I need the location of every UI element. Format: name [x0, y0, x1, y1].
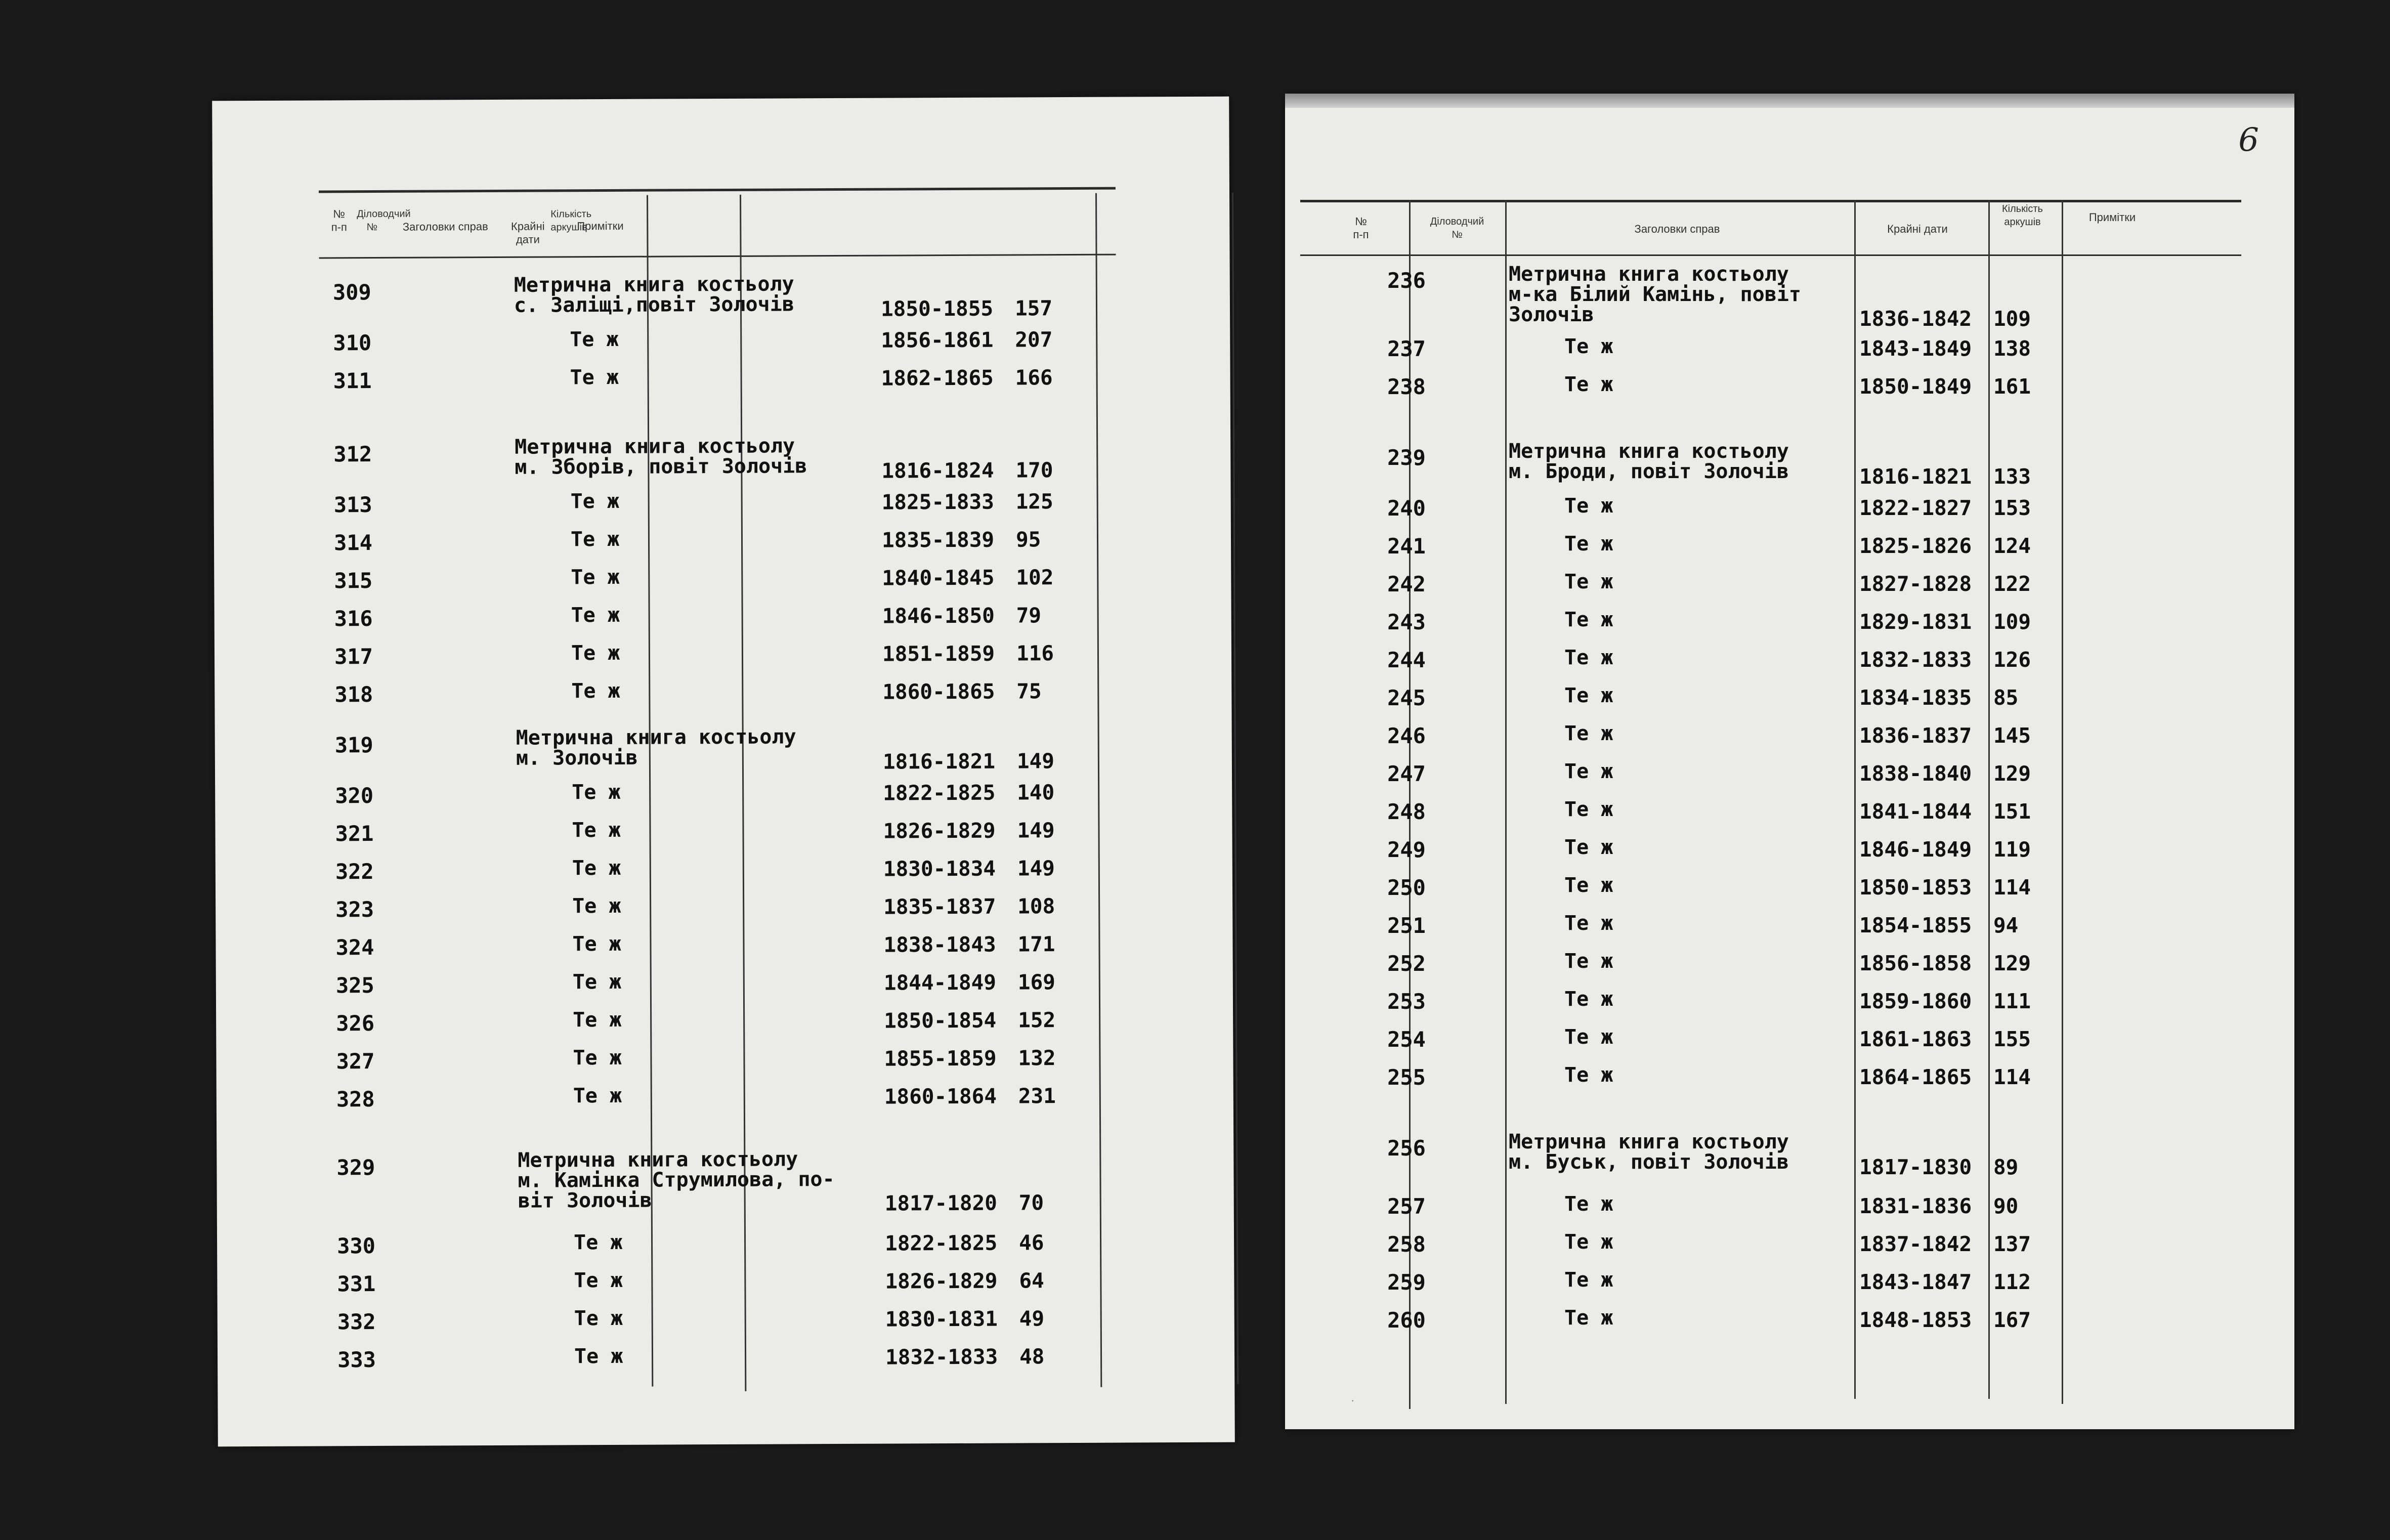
row-title: Те ж — [1564, 1025, 1613, 1049]
row-dates: 1837-1842 — [1859, 1232, 1972, 1256]
row-sheet-count: 155 — [1993, 1027, 2031, 1051]
row-dates: 1838-1840 — [1859, 761, 1972, 786]
row-number: 240 — [1387, 496, 1426, 521]
row-dates: 1846-1849 — [1859, 837, 1972, 862]
table-row — [214, 365, 1230, 400]
table-row — [213, 327, 1230, 362]
row-number: 253 — [1387, 989, 1426, 1014]
row-dates: 1822-1827 — [1859, 496, 1972, 520]
row-title: Те ж — [571, 641, 620, 665]
row-number: 241 — [1387, 534, 1426, 559]
row-sheet-count: 90 — [1993, 1194, 2019, 1218]
row-title: Те ж — [574, 1344, 623, 1368]
row-title: Те ж — [574, 1268, 623, 1293]
table-row — [215, 780, 1232, 815]
row-dates: 1825-1826 — [1859, 534, 1972, 558]
header-bottom-rule — [1300, 254, 2241, 256]
row-number: 313 — [333, 492, 372, 518]
row-dates: 1843-1847 — [1859, 1270, 1972, 1294]
row-dates: 1826-1829 — [885, 1268, 998, 1294]
row-title: Те ж — [571, 565, 620, 589]
row-title: Те ж — [1564, 570, 1613, 593]
row-dates: 1827-1828 — [1859, 572, 1972, 596]
row-number: 237 — [1387, 336, 1426, 361]
table-row — [214, 489, 1231, 524]
row-number: 251 — [1387, 913, 1426, 938]
row-sheet-count: 102 — [1016, 565, 1054, 590]
row-dates: 1836-1837 — [1859, 723, 1972, 748]
row-sheet-count: 79 — [1016, 603, 1042, 628]
table-row — [1285, 799, 2294, 830]
row-sheet-count: 111 — [1993, 989, 2031, 1013]
row-title: Те ж — [571, 679, 620, 703]
table-row — [214, 434, 1230, 483]
row-dates: 1816-1821 — [1859, 464, 1972, 489]
table-row — [213, 272, 1230, 321]
table-row — [1285, 336, 2294, 367]
table-row — [1285, 1270, 2294, 1300]
row-title: Те ж — [573, 1008, 622, 1032]
row-number: 333 — [337, 1347, 376, 1373]
header-num: № п-п — [331, 207, 347, 234]
row-title: Те ж — [573, 1046, 622, 1070]
row-sheet-count: 231 — [1018, 1084, 1056, 1108]
row-title: Те ж — [572, 970, 622, 994]
row-dates: 1850-1849 — [1859, 374, 1972, 399]
row-dates: 1831-1836 — [1859, 1194, 1972, 1218]
row-number: 311 — [333, 368, 372, 394]
table-row — [1285, 1065, 2294, 1095]
table-row — [218, 1306, 1234, 1341]
row-title: Те ж — [1564, 494, 1613, 518]
row-number: 260 — [1387, 1308, 1426, 1333]
left-page — [212, 97, 1235, 1447]
table-row — [1285, 989, 2294, 1019]
row-number: 259 — [1387, 1270, 1426, 1295]
row-number: 249 — [1387, 837, 1426, 862]
row-title: Те ж — [1564, 1192, 1613, 1216]
row-number: 315 — [334, 568, 373, 593]
row-title: Те ж — [1564, 1230, 1613, 1254]
row-dates: 1816-1824 — [881, 458, 994, 483]
row-number: 247 — [1387, 761, 1426, 786]
row-number: 246 — [1387, 723, 1426, 748]
row-dates: 1832-1833 — [1859, 648, 1972, 672]
row-title: Те ж — [1564, 836, 1613, 859]
table-row — [1285, 1027, 2294, 1057]
table-row — [216, 1007, 1233, 1042]
row-sheet-count: 114 — [1993, 875, 2031, 900]
row-title: Метрична книга костьолу м. Зборів, повіт Золочів — [515, 434, 807, 479]
row-sheet-count: 95 — [1015, 527, 1041, 552]
row-number: 332 — [337, 1309, 376, 1335]
row-title: Те ж — [1564, 798, 1613, 821]
row-sheet-count: 169 — [1017, 970, 1055, 995]
row-title: Те ж — [1564, 1268, 1613, 1292]
row-number: 245 — [1387, 686, 1426, 710]
header-dates: Крайні дати — [510, 220, 545, 246]
row-number: 309 — [332, 280, 371, 305]
row-dates: 1817-1830 — [1859, 1155, 1972, 1179]
row-number: 321 — [335, 821, 374, 846]
row-number: 322 — [335, 859, 374, 884]
row-dates: 1846-1850 — [882, 603, 995, 628]
row-dates: 1832-1833 — [885, 1344, 998, 1370]
table-row — [215, 603, 1231, 637]
row-sheet-count: 64 — [1019, 1268, 1044, 1293]
row-title: Те ж — [572, 932, 621, 956]
scan-strip — [1285, 94, 2294, 108]
row-title: Те ж — [1564, 1063, 1613, 1087]
row-sheet-count: 112 — [1993, 1270, 2031, 1294]
row-number: 317 — [334, 644, 373, 669]
row-number: 312 — [333, 442, 372, 467]
header-title: Заголовки справ — [402, 220, 488, 233]
row-sheet-count: 167 — [1993, 1308, 2031, 1332]
row-dates: 1854-1855 — [1859, 913, 1972, 937]
row-dates: 1860-1864 — [884, 1084, 997, 1109]
row-title: Те ж — [572, 818, 621, 842]
row-dates: 1843-1849 — [1859, 336, 1972, 361]
header-clerk: Діловодчий № — [1430, 216, 1484, 240]
header-notes: Примітки — [2088, 211, 2136, 224]
row-sheet-count: 137 — [1993, 1232, 2031, 1256]
row-sheet-count: 138 — [1993, 336, 2031, 361]
row-sheet-count: 151 — [1993, 799, 2031, 824]
row-sheet-count: 49 — [1019, 1306, 1045, 1331]
table-row — [216, 1045, 1233, 1080]
table-row — [1285, 440, 2294, 489]
header-top-rule — [1300, 200, 2241, 202]
row-sheet-count: 133 — [1993, 464, 2031, 489]
row-sheet-count: 126 — [1993, 648, 2031, 672]
table-row — [1285, 686, 2294, 716]
row-title: Те ж — [1564, 874, 1613, 897]
row-dates: 1816-1821 — [882, 749, 996, 774]
row-dates: 1835-1837 — [883, 894, 996, 919]
row-title: Те ж — [1564, 532, 1613, 555]
row-sheet-count: 116 — [1016, 641, 1054, 666]
header-top-rule — [319, 187, 1116, 193]
table-row — [216, 893, 1232, 928]
table-row — [216, 969, 1233, 1004]
header-num: № п-п — [1353, 215, 1369, 241]
header-dates: Крайні дати — [1887, 223, 1948, 235]
row-number: 310 — [333, 330, 372, 356]
row-title: Те ж — [573, 1084, 622, 1108]
row-title: Метрична книга костьолу с. Заліщі,повіт Золочів — [514, 272, 794, 317]
row-dates: 1848-1853 — [1859, 1308, 1972, 1332]
header-title: Заголовки справ — [1634, 223, 1720, 235]
row-title: Те ж — [570, 327, 619, 352]
row-dates: 1861-1863 — [1859, 1027, 1972, 1051]
row-sheet-count: 152 — [1018, 1008, 1056, 1033]
row-sheet-count: 157 — [1014, 296, 1053, 321]
row-number: 239 — [1387, 445, 1426, 470]
page-number: 6 — [2238, 121, 2259, 159]
table-row — [1285, 374, 2294, 405]
column-rule — [1232, 193, 1239, 1384]
row-sheet-count: 70 — [1018, 1190, 1044, 1215]
row-sheet-count: 48 — [1019, 1344, 1045, 1369]
row-dates: 1822-1825 — [883, 780, 996, 805]
row-sheet-count: 129 — [1993, 761, 2031, 786]
table-row — [217, 1083, 1233, 1118]
table-row — [218, 1344, 1234, 1379]
row-number: 318 — [334, 682, 373, 707]
row-sheet-count: 166 — [1015, 365, 1053, 390]
row-dates: 1850-1853 — [1859, 875, 1972, 900]
row-number: 243 — [1387, 610, 1426, 634]
row-dates: 1838-1843 — [883, 932, 996, 957]
table-row — [1285, 761, 2294, 792]
row-title: Метрична книга костьолу м. Буськ, повіт Золочів — [1509, 1130, 1789, 1174]
row-sheet-count: 129 — [1993, 951, 2031, 975]
row-dates: 1841-1844 — [1859, 799, 1972, 824]
row-number: 316 — [334, 606, 373, 631]
table-row — [1285, 496, 2294, 526]
table-row — [1285, 723, 2294, 754]
row-number: 325 — [335, 973, 374, 998]
row-number: 320 — [335, 783, 374, 808]
row-number: 252 — [1387, 951, 1426, 976]
row-number: 238 — [1387, 374, 1426, 399]
row-number: 329 — [336, 1155, 375, 1180]
row-title: Те ж — [1564, 912, 1613, 935]
table-row — [217, 1230, 1234, 1265]
table-row — [215, 678, 1231, 713]
print-note: · — [1351, 1394, 1355, 1406]
row-dates: 1826-1829 — [883, 818, 996, 843]
row-title: Те ж — [572, 894, 621, 918]
row-dates: 1840-1845 — [882, 565, 995, 590]
row-title: Метрична книга костьолу м. Камінка Струмилова, по- віт Золочів — [518, 1147, 835, 1213]
row-dates: 1825-1833 — [881, 489, 994, 515]
row-dates: 1859-1860 — [1859, 989, 1972, 1013]
header-count: Кількість аркушів — [2002, 203, 2043, 228]
table-row — [1285, 263, 2294, 331]
header-clerk: Діловодчий № — [357, 208, 411, 233]
row-dates: 1850-1854 — [884, 1008, 997, 1033]
row-dates: 1860-1865 — [882, 679, 995, 704]
row-number: 254 — [1387, 1027, 1426, 1052]
row-sheet-count: 46 — [1018, 1230, 1044, 1255]
table-row — [1285, 572, 2294, 602]
row-title: Те ж — [570, 489, 620, 514]
right-page — [1285, 94, 2294, 1429]
row-sheet-count: 124 — [1993, 534, 2031, 558]
header-count: Кількість аркушів — [550, 208, 592, 233]
row-sheet-count: 153 — [1993, 496, 2031, 520]
table-row — [1285, 1232, 2294, 1262]
row-title: Те ж — [572, 856, 621, 880]
table-row — [217, 1268, 1234, 1303]
table-row — [217, 1147, 1233, 1216]
row-sheet-count: 108 — [1017, 894, 1055, 919]
row-number: 250 — [1387, 875, 1426, 900]
header-bottom-rule — [319, 254, 1116, 259]
row-sheet-count: 207 — [1015, 327, 1053, 352]
row-sheet-count: 94 — [1993, 913, 2019, 937]
row-sheet-count: 85 — [1993, 686, 2019, 710]
table-row — [1285, 875, 2294, 906]
row-title: Те ж — [571, 603, 620, 627]
row-title: Те ж — [1564, 988, 1613, 1011]
row-title: Те ж — [1564, 608, 1613, 631]
row-dates: 1822-1825 — [884, 1230, 998, 1256]
table-header — [212, 97, 1229, 246]
row-sheet-count: 119 — [1993, 837, 2031, 862]
table-row — [1285, 837, 2294, 868]
table-row — [1285, 913, 2294, 944]
table-row — [1285, 1130, 2294, 1179]
table-row — [1285, 648, 2294, 678]
row-dates: 1817-1820 — [884, 1190, 998, 1216]
row-sheet-count: 109 — [1993, 307, 2031, 331]
row-sheet-count: 122 — [1993, 572, 2031, 596]
row-title: Те ж — [1564, 722, 1613, 745]
row-dates: 1829-1831 — [1859, 610, 1972, 634]
table-row — [215, 725, 1232, 774]
row-title: Те ж — [1564, 646, 1613, 669]
row-title: Метрична книга костьолу м. Броди, повіт Золочів — [1509, 440, 1789, 483]
row-title: Те ж — [1564, 950, 1613, 973]
row-number: 330 — [337, 1233, 376, 1259]
row-number: 257 — [1387, 1194, 1426, 1219]
row-title: Те ж — [1564, 760, 1613, 783]
row-number: 244 — [1387, 648, 1426, 672]
row-dates: 1864-1865 — [1859, 1065, 1972, 1089]
table-row — [215, 640, 1231, 675]
row-sheet-count: 149 — [1017, 856, 1055, 881]
row-title: Те ж — [573, 1230, 623, 1255]
row-number: 331 — [337, 1271, 376, 1297]
row-sheet-count: 149 — [1017, 818, 1055, 843]
row-title: Те ж — [1564, 373, 1613, 396]
row-number: 328 — [336, 1087, 375, 1112]
table-row — [1285, 951, 2294, 981]
row-number: 236 — [1387, 268, 1426, 293]
table-row — [216, 855, 1232, 890]
row-dates: 1855-1859 — [884, 1046, 997, 1071]
row-sheet-count: 171 — [1017, 932, 1055, 957]
row-title: Те ж — [1564, 684, 1613, 707]
row-number: 324 — [335, 935, 374, 960]
row-title: Те ж — [1564, 335, 1613, 358]
row-title: Те ж — [572, 780, 621, 804]
row-number: 256 — [1387, 1136, 1426, 1161]
table-row — [216, 931, 1232, 966]
row-dates: 1862-1865 — [881, 365, 994, 391]
table-row — [214, 527, 1231, 562]
row-number: 323 — [335, 897, 374, 922]
row-dates: 1844-1849 — [883, 970, 997, 995]
table-row — [215, 818, 1232, 852]
row-dates: 1834-1835 — [1859, 686, 1972, 710]
row-number: 248 — [1387, 799, 1426, 824]
table-row — [214, 565, 1231, 600]
row-dates: 1856-1858 — [1859, 951, 1972, 975]
row-sheet-count: 161 — [1993, 374, 2031, 399]
row-title: Те ж — [574, 1306, 623, 1331]
row-title: Те ж — [570, 365, 619, 390]
table-row — [1285, 610, 2294, 640]
row-number: 327 — [336, 1049, 375, 1074]
row-sheet-count: 114 — [1993, 1065, 2031, 1089]
row-sheet-count: 75 — [1016, 679, 1042, 704]
row-number: 258 — [1387, 1232, 1426, 1257]
table-row — [1285, 534, 2294, 564]
row-dates: 1830-1834 — [883, 856, 996, 881]
table-row — [1285, 1194, 2294, 1224]
row-dates: 1851-1859 — [882, 641, 995, 666]
table-row — [1285, 1308, 2294, 1338]
row-dates: 1836-1842 — [1859, 307, 1972, 331]
row-dates: 1856-1861 — [881, 327, 994, 353]
row-title: Те ж — [570, 527, 620, 551]
row-title: Метрична книга костьолу м. Золочів — [516, 725, 796, 770]
row-title: Метрична книга костьолу м-ка Білий Камінь, повіт Золочів — [1509, 263, 1801, 326]
row-sheet-count: 109 — [1993, 610, 2031, 634]
row-dates: 1850-1855 — [880, 296, 994, 321]
row-number: 314 — [333, 530, 373, 555]
row-sheet-count: 149 — [1016, 749, 1055, 774]
row-dates: 1830-1831 — [885, 1306, 998, 1332]
row-dates: 1835-1839 — [881, 527, 995, 552]
row-sheet-count: 132 — [1018, 1046, 1056, 1071]
row-number: 242 — [1387, 572, 1426, 596]
row-number: 255 — [1387, 1065, 1426, 1090]
row-sheet-count: 145 — [1993, 723, 2031, 748]
row-sheet-count: 170 — [1015, 458, 1053, 483]
row-sheet-count: 140 — [1017, 780, 1055, 805]
row-sheet-count: 125 — [1015, 489, 1053, 514]
row-number: 319 — [334, 733, 373, 758]
row-number: 326 — [336, 1011, 375, 1036]
row-sheet-count: 89 — [1993, 1155, 2019, 1179]
row-title: Те ж — [1564, 1306, 1613, 1330]
header-notes: Примітки — [577, 219, 624, 233]
